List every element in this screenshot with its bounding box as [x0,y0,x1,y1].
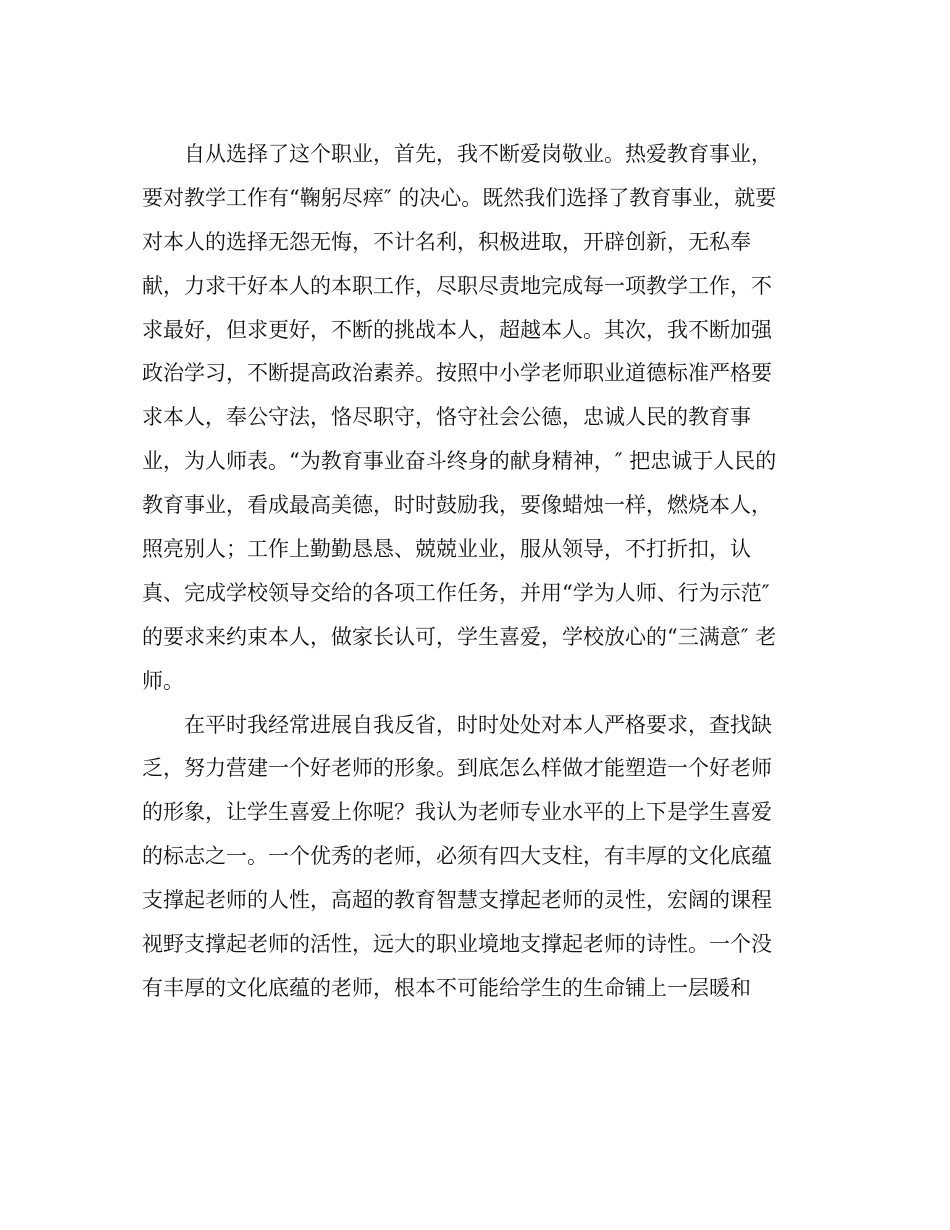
text-line: 业，为人师表。“为教育事业奋斗终身的献身精神，″ 把忠诚于人民的 [142,449,777,474]
text-line: 教育事业，看成最高美德，时时鼓励我，要像蜡烛一样，燃烧本人， [142,493,772,518]
text-line: 求本人，奉公守法，恪尽职守，恪守社会公德，忠诚人民的教育事 [142,405,751,430]
text-line: 的形象，让学生喜爱上你呢？我认为老师专业水平的上下是学生喜爱 [142,800,772,825]
text-line: 自从选择了这个职业，首先，我不断爱岗敬业。热爱教育事业， [184,142,772,166]
paragraph-1 [142,133,802,704]
document-body [142,133,802,1011]
text-line: 师。 [142,668,184,693]
text-line: 的要求来约束本人，做家长认可，学生喜爱，学校放心的“三满意″ 老 [142,624,777,649]
text-line: 对本人的选择无怨无悔，不计名利，积极进取，开辟创新，无私奉 [142,229,751,254]
text-line: 有丰厚的文化底蕴的老师，根本不可能给学生的生命铺上一层暖和 [142,975,751,1000]
text-line: 政治学习，不断提高政治素养。按照中小学老师职业道德标准严格要 [142,361,772,386]
text-line: 求最好，但求更好，不断的挑战本人，超越本人。其次，我不断加强 [142,317,772,342]
text-line: 在平时我经常进展自我反省，时时处处对本人严格要求，查找缺 [184,712,772,737]
text-line: 要对教学工作有“鞠躬尽瘁″ 的决心。既然我们选择了教育事业，就要 [142,185,777,210]
text-line: 视野支撑起老师的活性，远大的职业境地支撑起老师的诗性。一个没 [142,932,772,957]
paragraph-2 [142,704,802,1011]
text-line: 乏，努力营建一个好老师的形象。到底怎么样做才能塑造一个好老师 [142,756,772,781]
text-line: 真、完成学校领导交给的各项工作任务，并用“学为人师、行为示范″ [142,580,770,605]
text-line: 献，力求干好本人的本职工作，尽职尽责地完成每一项教学工作，不 [142,273,772,298]
text-line: 的标志之一。一个优秀的老师，必须有四大支柱，有丰厚的文化底蕴 [142,844,772,869]
text-line: 支撑起老师的人性，高超的教育智慧支撑起老师的灵性，宏阔的课程 [142,888,772,913]
text-line: 照亮别人；工作上勤勤恳恳、兢兢业业，服从领导，不打折扣，认 [142,537,751,562]
